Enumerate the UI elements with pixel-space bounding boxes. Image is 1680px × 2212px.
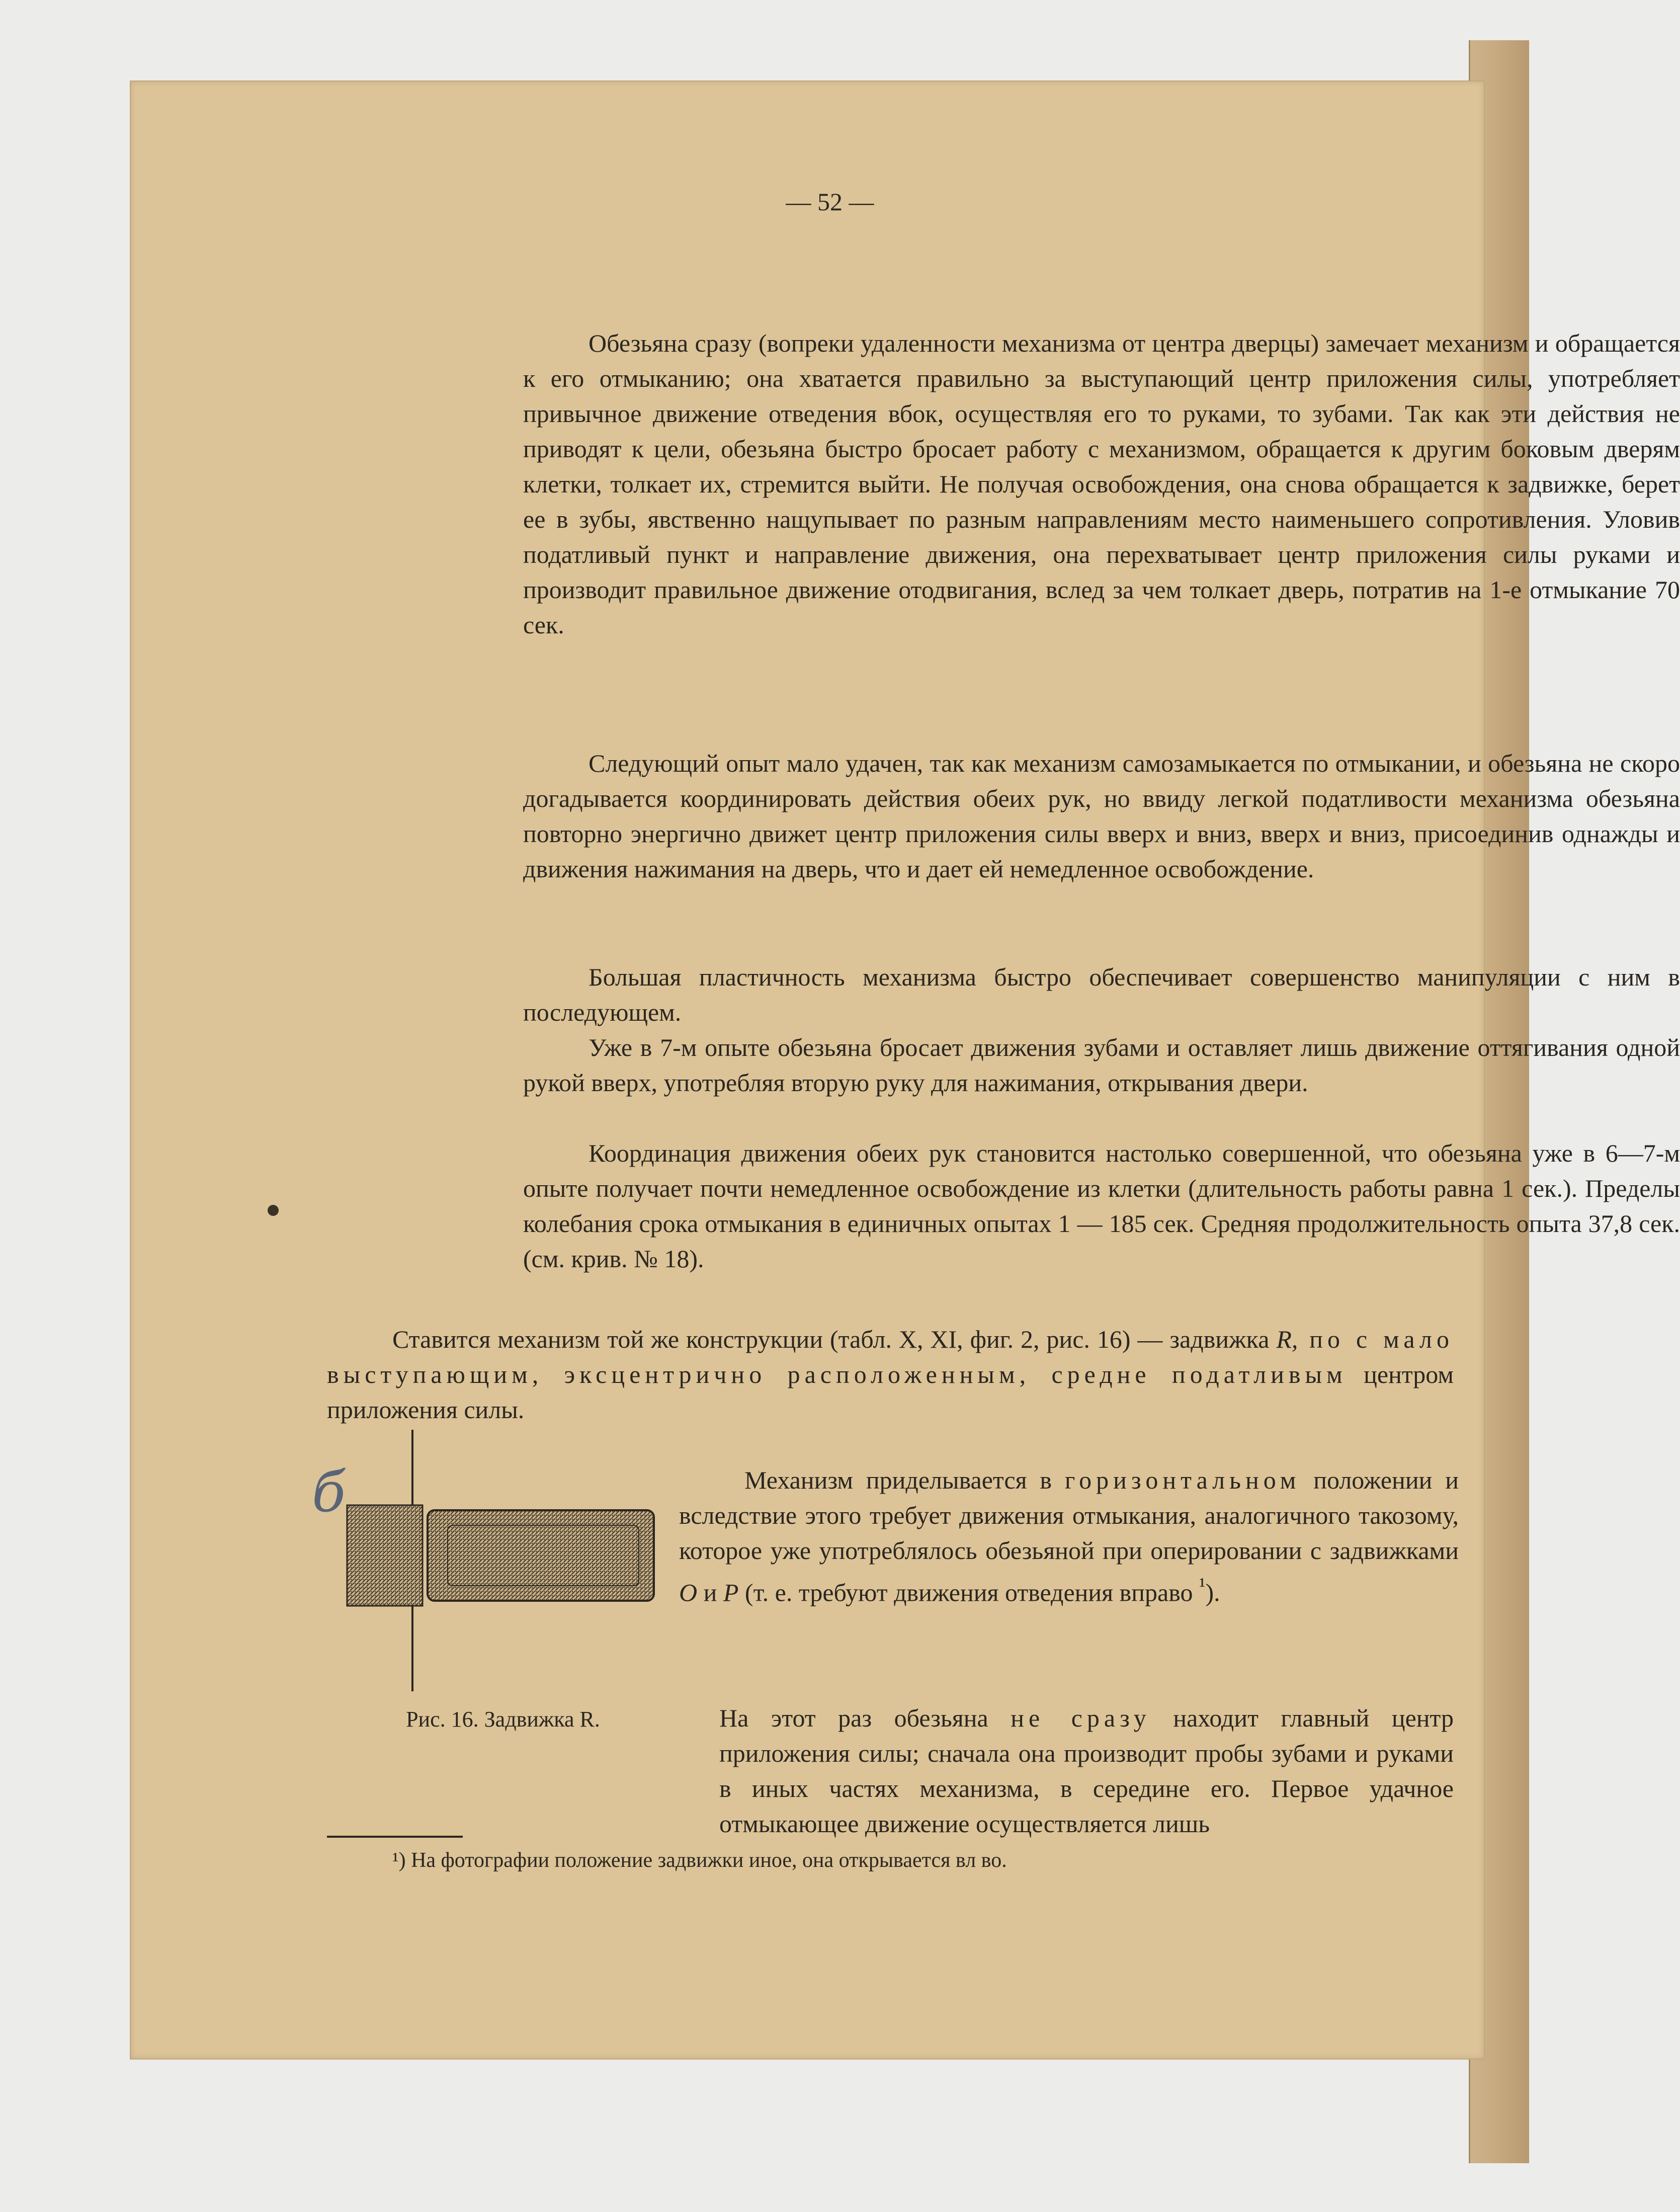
paragraph-4: Уже в 7-м опыте обезьяна бросает движения зубами и оставляет лишь движение оттягивания одной рукой вверх, употребляя вторую руку для нажимания, открывания двери. xyxy=(523,1033,1680,1097)
paragraph-5: Координация движения обеих рук становится настолько совершенной, что обезьяна уже в 6—7-м опыте получает почти немедленное освобождение из клетки (длительность работы равна 1 сек.). Пределы колебания срока отмыкания в единичных опытах 1 — 185 сек. Средняя продолжительность опыта 37,8 сек. (см. крив. № 18). xyxy=(523,1139,1680,1273)
paragraph-6-start: Ставится механизм той же конструкции (табл. X, XI, фиг. 2, рис. 16) — задвижка xyxy=(392,1325,1277,1353)
paragraph-2: Следующий опыт мало удачен, так как механизм самозамыкается по отмыкании, и обезьяна не скоро догадывается координировать действия обеих рук, но ввиду легкой податливости механизма обезьяна повторно энергично движет центр приложения силы вверх и вниз, вверх и вниз, присоединив однажды и движения нажимания на дверь, что и дает ей немедленное освобождение. xyxy=(523,749,1680,883)
paragraph-7-c: и xyxy=(697,1578,723,1607)
ink-spot xyxy=(268,1205,279,1216)
figure-caption: Рис. 16. Задвижка R. xyxy=(406,1707,600,1732)
paragraph-8-b: находит главный центр приложения силы; сначала она производит пробы зубами и руками в иных частях механизма, в середине его. Первое удачное отмыкающее движение осуществляется лишь xyxy=(719,1704,1454,1838)
footnote-mark: ¹ xyxy=(1199,1574,1206,1597)
paragraph-8-a: На этот раз обезьяна xyxy=(719,1704,1011,1732)
paragraph-7-o: O xyxy=(679,1578,698,1607)
document-page xyxy=(130,80,1680,2060)
paragraph-6-end: центром приложения силы. xyxy=(327,1360,1454,1424)
footnote-rule xyxy=(327,1836,463,1838)
paragraph-6-spaced: по с мало выступающим, эксцентрично расположенным, средне податливым xyxy=(327,1325,1454,1388)
page-number: — 52 — xyxy=(786,188,874,216)
pencil-mark: б xyxy=(312,1460,346,1524)
paragraph-7-spaced: горизонтальном xyxy=(1064,1466,1301,1494)
footnote: ¹) На фотографии положение задвижки иное, она открывается вл во. xyxy=(392,1849,1007,1872)
paragraph-8-spaced: не сразу xyxy=(1011,1704,1151,1732)
paragraph-7-a: Механизм приделывается в xyxy=(744,1466,1065,1494)
paragraph-7-p: P xyxy=(723,1578,739,1607)
paragraph-3: Большая пластичность механизма быстро обеспечивает совершенство манипуляции с ним в последующем. xyxy=(523,963,1680,1026)
paragraph-8 xyxy=(719,1700,1454,1841)
figure-bolt-r xyxy=(342,1430,664,1691)
paragraph-7 xyxy=(679,1462,1459,1610)
paragraph-7-d: (т. е. требуют движения отведения вправо xyxy=(738,1578,1199,1607)
paragraph-6-r: R, xyxy=(1276,1325,1298,1353)
paragraph-7-b: положении и вследствие этого требует движения отмыкания, аналогичного такозому, которое уже употреблялось обезьяной при оперировании с задвижками xyxy=(679,1466,1459,1565)
paragraph-6 xyxy=(327,1322,1454,1427)
figure-bolt-body xyxy=(428,1510,654,1601)
paragraph-1: Обезьяна сразу (вопреки удаленности механизма от центра дверцы) замечает механизм и обращается к его отмыканию; она хватается правильно за выступающий центр приложения силы, употребляет привычное движение отведения вбок, осуществляя его то руками, то зубами. Так как эти действия не приводят к цели, обезьяна быстро бросает работу с механизмом, обращается к другим боковым дверям клетки, толкает их, стремится выйти. Не получая освобождения, она снова обращается к задвижке, берет ее в зубы, явственно нащупывает по разным направлениям место наименьшего сопротивления. Уловив податливый пункт и направление движения, она перехватывает центр приложения силы руками и производит правильное движение отодвигания, вслед за чем толкает дверь, потратив на 1-е отмыкание 70 сек. xyxy=(523,329,1680,639)
paragraph-7-e: ). xyxy=(1205,1578,1220,1607)
